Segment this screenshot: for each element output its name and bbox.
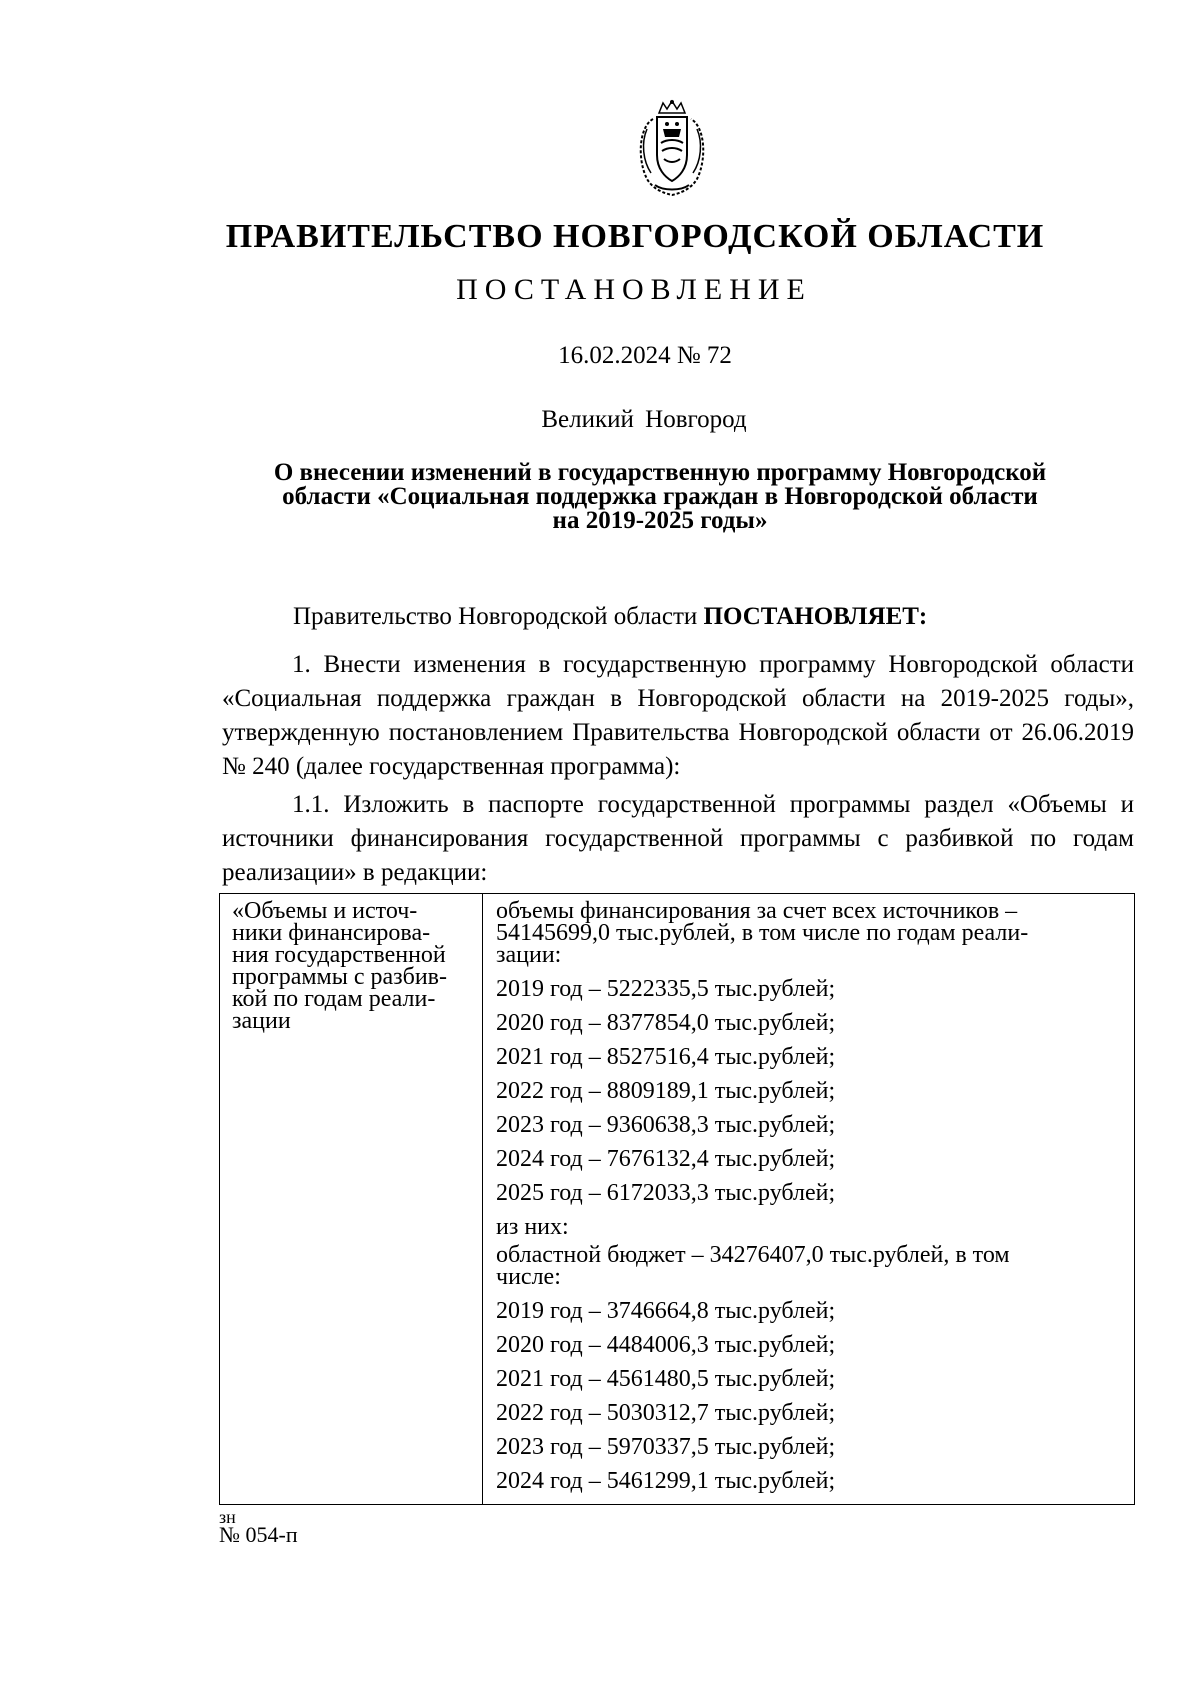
decree-keyword: ПОСТАНОВЛЯЕТ: xyxy=(703,603,928,630)
regional-budget-header xyxy=(496,1244,1116,1288)
left-cell-line: ния государственной xyxy=(232,942,446,968)
regional-year-row: 2022 год – 5030312,7 тыс.рублей; xyxy=(496,1400,836,1426)
financing-table xyxy=(219,893,1135,1505)
total-financing-header xyxy=(496,900,1116,966)
total-year-row: 2022 год – 8809189,1 тыс.рублей; xyxy=(496,1078,836,1104)
left-cell-line: кой по годам реали- xyxy=(232,986,436,1012)
header-line: объемы финансирования за счет всех источников – xyxy=(496,898,1018,924)
header-line: числе: xyxy=(496,1264,561,1290)
left-cell-line: зации xyxy=(232,1008,291,1034)
left-cell-line: «Объемы и источ- xyxy=(232,898,418,924)
executor-initials: зн xyxy=(219,1507,236,1527)
paragraph-1-1: 1.1. Изложить в паспорте государственной программы раздел «Объемы и источники финансирования государственной программы с разбивкой по годам реализации» в редакции: xyxy=(222,791,1134,886)
total-year-row: 2025 год – 6172033,3 тыс.рублей; xyxy=(496,1180,836,1206)
title-line: О внесении изменений в государственную программу Новгородской xyxy=(273,459,1047,486)
header-line: 54145699,0 тыс.рублей, в том числе по годам реали- xyxy=(496,920,1029,946)
total-year-row: 2024 год – 7676132,4 тыс.рублей; xyxy=(496,1146,836,1172)
total-year-row: 2023 год – 9360638,3 тыс.рублей; xyxy=(496,1112,836,1138)
total-year-row: 2020 год – 8377854,0 тыс.рублей; xyxy=(496,1010,836,1036)
document-footer xyxy=(219,1509,298,1545)
decree-statement xyxy=(293,603,927,631)
left-cell-line: ники финансирова- xyxy=(232,920,431,946)
title-line: на 2019-2025 годы» xyxy=(552,507,768,534)
regional-year-row: 2024 год – 5461299,1 тыс.рублей; xyxy=(496,1468,836,1494)
total-year-row: 2019 год – 5222335,5 тыс.рублей; xyxy=(496,976,836,1002)
paragraph-1: 1. Внести изменения в государственную программу Новгородской области «Социальная поддержка граждан в Новгородской области на 2019-2025 годы», утвержденную постановлением Правительства Новгородской области от 26.06.2019 № 240 (далее государственная программа): xyxy=(222,651,1134,780)
regional-year-row: 2020 год – 4484006,3 тыс.рублей; xyxy=(496,1332,836,1358)
table-column-divider xyxy=(482,894,483,1504)
registration-number: № 054-п xyxy=(219,1522,298,1547)
organization-name: ПРАВИТЕЛЬСТВО НОВГОРОДСКОЙ ОБЛАСТИ xyxy=(225,218,1045,255)
title-line: области «Социальная поддержка граждан в Новгородской области xyxy=(282,483,1038,510)
table-right-cell xyxy=(496,900,1116,1498)
regional-year-row: 2021 год – 4561480,5 тыс.рублей; xyxy=(496,1366,836,1392)
header-line: областной бюджет – 34276407,0 тыс.рублей, в том xyxy=(496,1242,1010,1268)
table-left-cell xyxy=(232,900,472,1032)
document-city: Великий Новгород xyxy=(541,406,747,433)
decree-prefix: Правительство Новгородской области xyxy=(293,603,704,630)
total-year-row: 2021 год – 8527516,4 тыс.рублей; xyxy=(496,1044,836,1070)
of-them-label: из них: xyxy=(496,1214,569,1240)
document-date-number: 16.02.2024 № 72 xyxy=(558,342,732,369)
document-title xyxy=(180,461,1140,533)
header-line: зации: xyxy=(496,942,562,968)
coat-of-arms-emblem xyxy=(633,99,711,199)
document-type: ПОСТАНОВЛЕНИЕ xyxy=(456,273,812,306)
left-cell-line: программы с разбив- xyxy=(232,964,448,990)
regional-year-row: 2023 год – 5970337,5 тыс.рублей; xyxy=(496,1434,836,1460)
regional-year-row: 2019 год – 3746664,8 тыс.рублей; xyxy=(496,1298,836,1324)
